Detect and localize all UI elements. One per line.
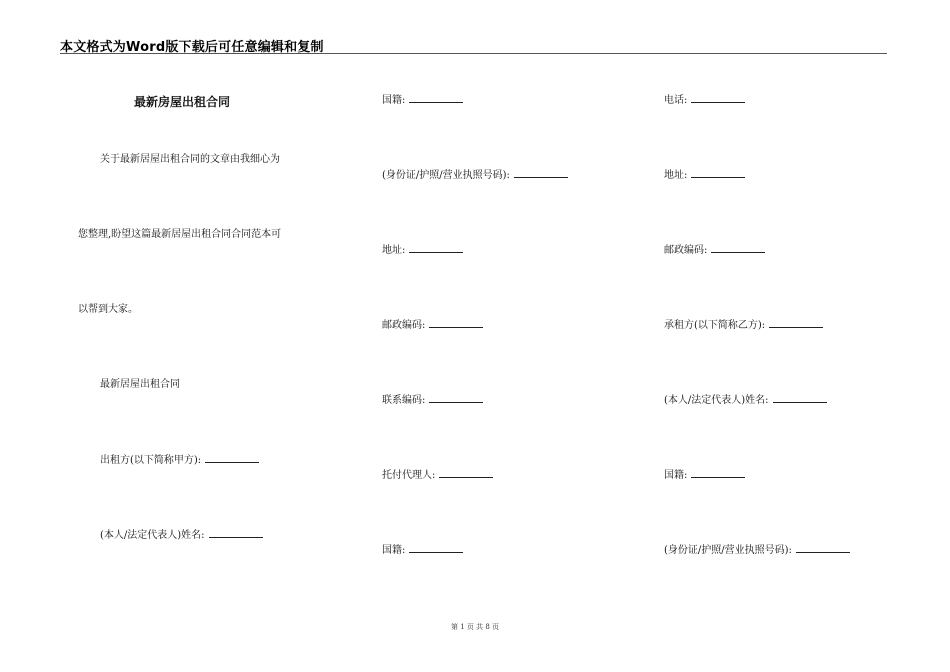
lessor-label: 出租方(以下简称甲方): (100, 453, 259, 468)
agent-blank (439, 468, 493, 478)
lessor-address-blank (409, 243, 463, 253)
agent-nationality: 国籍: (382, 543, 463, 558)
lessor-nationality-blank (409, 93, 463, 103)
lessee-nationality: 国籍: (664, 468, 745, 483)
intro-line-2: 您整理,盼望这篇最新居屋出租合同合同范本可 (78, 229, 282, 240)
lessor-name-label: (本人/法定代表人)姓名: (100, 528, 263, 543)
intro-line-3: 以帮到大家。 (78, 304, 138, 315)
lessor-contact-blank (429, 393, 483, 403)
page-number: 第 1 页 共 8 页 (450, 623, 500, 631)
lessee-name-label: (本人/法定代表人)姓名: (664, 393, 827, 408)
agent-address-blank (691, 168, 745, 178)
lessor-address: 地址: (382, 243, 463, 258)
lessor-postcode: 邮政编码: (382, 318, 483, 333)
contract-subtitle: 最新居屋出租合同 (100, 379, 180, 390)
lessee-blank (769, 318, 823, 328)
intro-line-1: 关于最新居屋出租合同的文章由我细心为 (100, 154, 280, 165)
agent-nationality-blank (409, 543, 463, 553)
lessor-blank (205, 453, 259, 463)
agent-phone: 电话: (664, 93, 745, 108)
document-header: 本文格式为Word版下载后可任意编辑和复制 (60, 40, 324, 55)
lessor-contact-code: 联系编码: (382, 393, 483, 408)
lessee-label: 承租方(以下简称乙方): (664, 318, 823, 333)
lessor-id-number: (身份证/护照/营业执照号码): (382, 168, 568, 183)
lessee-id-blank (796, 543, 850, 553)
agent-address: 地址: (664, 168, 745, 183)
lessee-nationality-blank (691, 468, 745, 478)
lessor-postcode-blank (429, 318, 483, 328)
document-title: 最新房屋出租合同 (134, 95, 231, 109)
agent-phone-blank (691, 93, 745, 103)
lessee-name-blank (773, 393, 827, 403)
agent-postcode: 邮政编码: (664, 243, 765, 258)
agent-label: 托付代理人: (382, 468, 493, 483)
header-divider (60, 53, 887, 54)
lessor-name-blank (209, 528, 263, 538)
lessor-nationality: 国籍: (382, 93, 463, 108)
agent-postcode-blank (711, 243, 765, 253)
lessee-id-number: (身份证/护照/营业执照号码): (664, 543, 850, 558)
lessor-id-blank (514, 168, 568, 178)
